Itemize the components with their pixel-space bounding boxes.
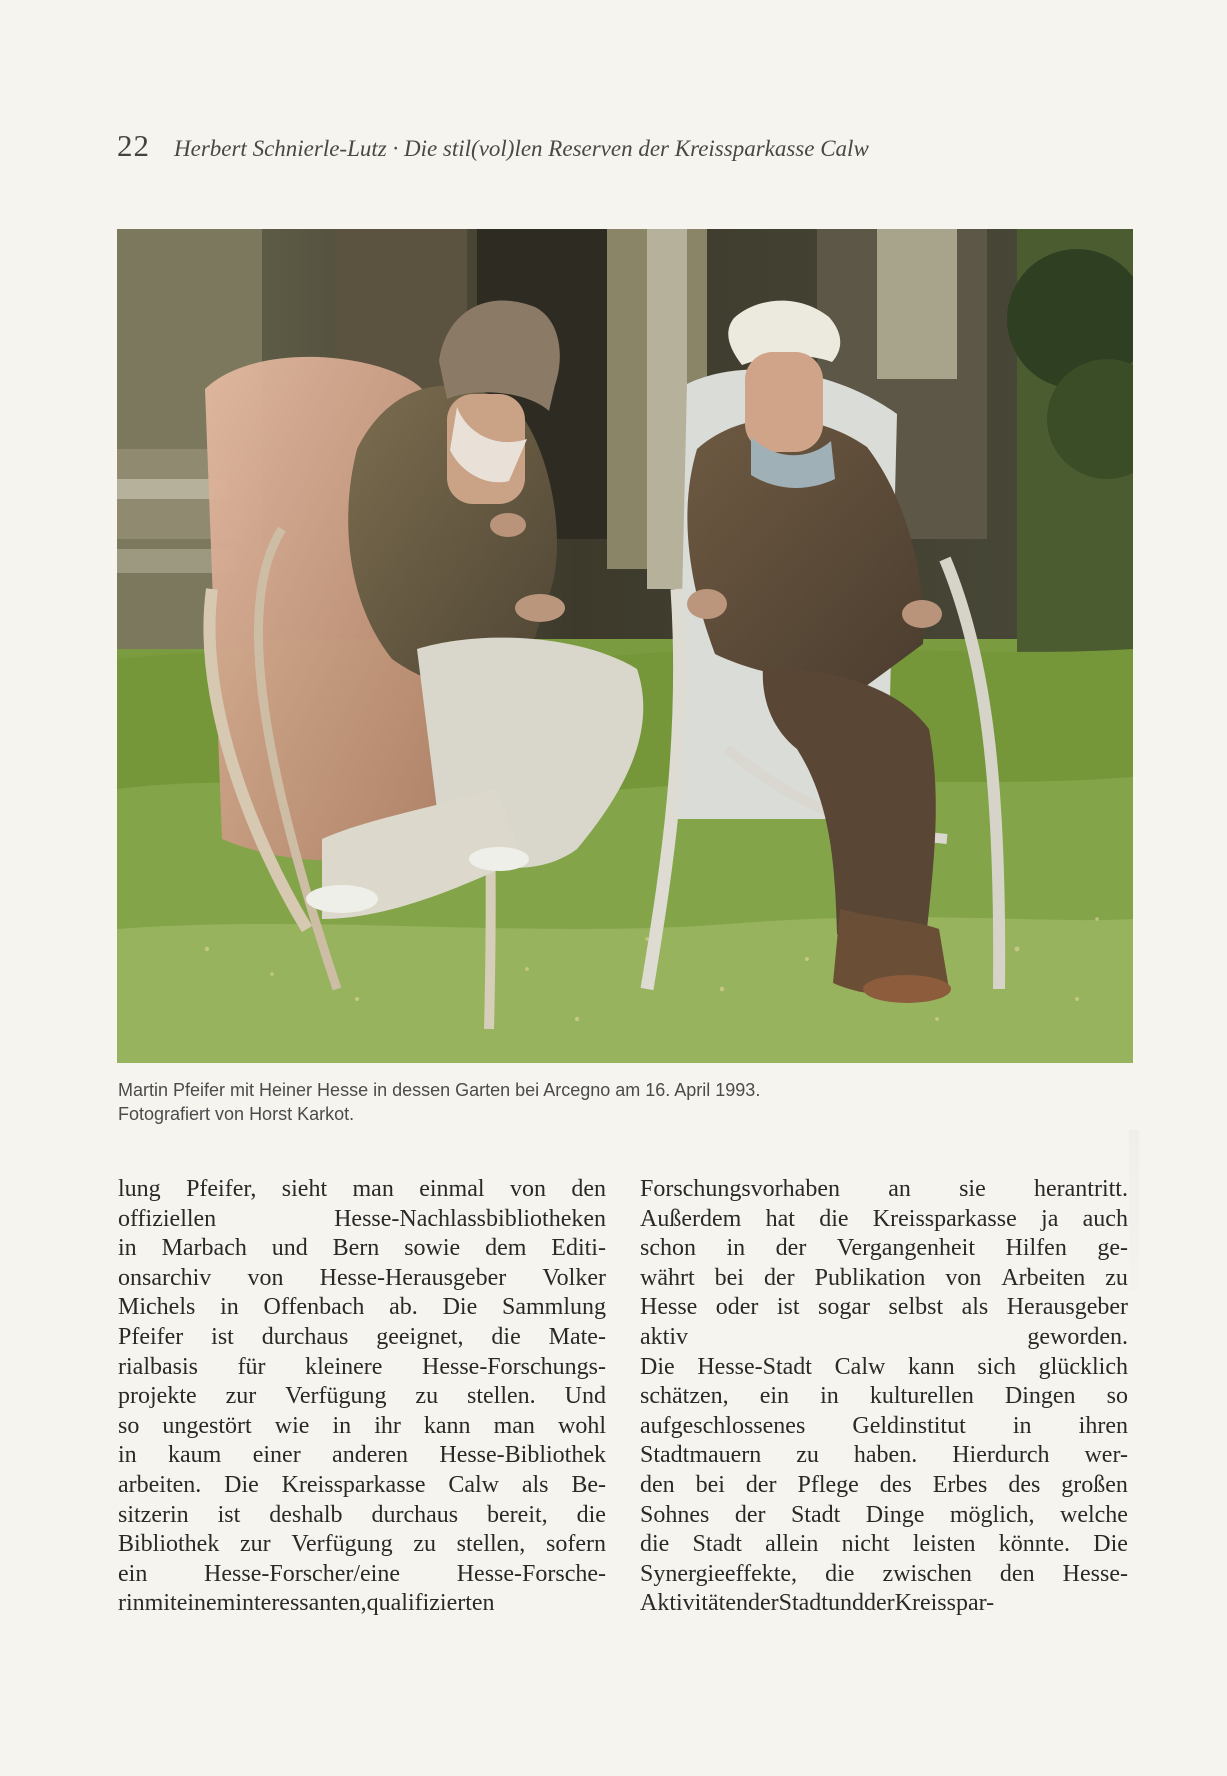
left-column-word: Bibliothek [118,1531,220,1558]
left-column-word: geeignet, [376,1323,464,1350]
left-column-word: Verfügung [291,1531,393,1558]
left-column-word: sitzerin [118,1501,189,1528]
left-column-word: Hesse-Herausgeber [319,1264,507,1291]
left-column-word: Bern [332,1235,380,1262]
right-column-line-14 [640,1560,1128,1590]
right-column-word: Hilfen [1005,1235,1067,1262]
left-column-word: dem [485,1235,527,1262]
right-column-word: Stadt [790,1501,841,1528]
right-column-word: glücklich [1038,1353,1128,1380]
right-column-word: leisten [912,1531,976,1558]
left-column-line-1 [118,1175,606,1205]
left-column-word: Michels [118,1294,196,1321]
left-column-word: wie [274,1412,310,1439]
right-column-word: aktiv [640,1323,688,1350]
left-column-word: stellen. [467,1383,536,1410]
right-column-word: schon [640,1235,696,1262]
left-column-word: Mate- [548,1323,606,1350]
right-column-word: zu [1105,1264,1128,1291]
scan-shadow [1129,1130,1139,1290]
left-column-line-2 [118,1205,606,1235]
left-column-word: Sammlung [501,1294,606,1321]
left-column-word: man [352,1176,394,1202]
left-column-word: ab. [389,1294,418,1321]
left-column-word: durchaus [371,1501,459,1528]
right-column-word: der [745,1471,777,1498]
right-column-word: Calw [834,1353,886,1380]
right-column-word: Hesse-Stadt [697,1353,812,1380]
left-column-word: offiziellen [118,1205,217,1232]
left-column-word: Hesse-Nachlassbibliotheken [334,1205,606,1232]
left-column-word: sieht [281,1176,328,1202]
left-column-word: Kreissparkasse [281,1471,426,1498]
right-column-word: der [863,1590,895,1617]
caption-line-1: Martin Pfeifer mit Heiner Hesse in dessen Garten bei Arcegno am 16. April 1993. [118,1080,761,1100]
right-column-word: die [819,1205,849,1232]
left-column-word: Editi- [551,1235,606,1262]
right-column-word: der [763,1264,795,1291]
left-column-word: die [491,1323,521,1350]
right-column-line-1 [640,1175,1128,1205]
photo-caption [118,1078,1098,1126]
right-column-word: in [1012,1412,1032,1439]
caption-line-2: Fotografiert von Horst Karkot. [118,1104,355,1124]
left-column-word: onsarchiv [118,1264,212,1291]
left-column-line-15 [118,1589,606,1619]
right-column-line-2 [640,1205,1128,1235]
left-column-word: einer [252,1442,301,1469]
left-column-word: bereit, [487,1501,548,1528]
right-column-word: könnte. [998,1531,1071,1558]
right-column-word: Sohnes [640,1501,710,1528]
right-column-word: Dingen [1004,1383,1076,1410]
left-column-line-6 [118,1323,606,1353]
right-column-word: währt [640,1264,695,1291]
right-column-word: Publikation [814,1264,926,1291]
left-column-word: man [493,1412,535,1439]
right-column-word: zwischen [882,1560,972,1587]
right-column-word: oder [715,1294,759,1321]
right-column-word: sie [959,1176,986,1202]
right-column-word: Dinge [865,1501,925,1528]
left-column-word: die [576,1501,606,1528]
left-column-word: stellen, [456,1531,526,1558]
left-column-line-8 [118,1382,606,1412]
right-column-word: von [945,1264,982,1291]
left-column-word: in [220,1294,239,1321]
left-column-word: sofern [545,1531,606,1558]
right-column-word: selbst [888,1294,944,1321]
right-column-word: in [726,1235,746,1262]
left-column-line-13 [118,1530,606,1560]
right-column-word: auch [1082,1205,1128,1232]
right-column-word: Hierdurch [952,1442,1050,1469]
right-column-word: großen [1061,1471,1128,1498]
right-column-word: herantritt. [1034,1176,1128,1202]
left-column-word: Marbach [161,1235,247,1262]
right-column-line-7 [640,1353,1128,1383]
left-column-word: Verfügung [285,1383,387,1410]
running-title: Herbert Schnierle-Lutz · Die stil(vol)len Reserven der Kreissparkasse Calw [174,136,869,161]
left-column-word: so [118,1412,140,1439]
left-column-word: Calw [448,1471,500,1498]
right-column-word: möglich, [949,1501,1035,1528]
right-column-word: hat [765,1205,795,1232]
left-column-word: Hesse-Forscher/eine [204,1560,400,1587]
right-column-word: haben. [853,1442,918,1469]
left-column-word: Und [564,1383,606,1410]
left-column-line-7 [118,1353,606,1383]
left-column-word: von [247,1264,284,1291]
right-column-word: und [827,1590,864,1617]
right-column-word: Kreissparkasse [872,1205,1017,1232]
left-column-line-5 [118,1293,606,1323]
right-column-word: ihren [1078,1412,1128,1439]
right-column-line-6 [640,1323,1128,1353]
right-column-line-9 [640,1412,1128,1442]
right-column-word: bei [695,1471,725,1498]
left-column-word: wohl [557,1412,606,1439]
right-column-line-5 [640,1293,1128,1323]
right-column-word: kulturellen [869,1383,974,1410]
left-column-word: Be- [571,1471,606,1498]
right-column-word: Stadtmauern [640,1442,762,1469]
right-column-line-15 [640,1589,1128,1619]
left-column-line-9 [118,1412,606,1442]
left-column-word: ist [217,1501,241,1528]
right-column [640,1175,1128,1655]
left-column-word: Volker [542,1264,606,1291]
right-column-word: Die [1093,1531,1128,1558]
left-column-word: ungestört [162,1412,252,1439]
left-column-word: lung [118,1176,161,1202]
left-column-word: als [521,1471,549,1498]
left-column-word: zu [415,1383,439,1410]
left-column-word: ist [211,1323,234,1350]
right-column-word: sich [977,1353,1016,1380]
garden-portrait-photo-icon [117,229,1133,1063]
left-column-word: einmal [419,1176,485,1202]
left-column-word: Pfeifer, [186,1176,257,1202]
right-column-line-12 [640,1501,1128,1531]
left-column-word: Die [224,1471,259,1498]
right-column-word: Forschungsvorhaben [640,1176,840,1202]
right-column-word: so [1106,1383,1128,1410]
right-column-word: Pflege [797,1471,859,1498]
right-column-word: nicht [841,1531,890,1558]
right-column-word: als [961,1294,989,1321]
left-column-word: interessanten, [235,1590,367,1617]
right-column-word: Geldinstitut [852,1412,966,1439]
left-column-word: Hesse-Forsche- [456,1560,606,1587]
right-column-word: geworden. [1027,1323,1128,1350]
right-column-word: die [640,1531,670,1558]
right-column-word: ja [1041,1205,1059,1232]
left-column-word: Die [442,1294,478,1321]
left-column [118,1175,606,1655]
right-column-word: ist [776,1294,800,1321]
left-column-word: kann [423,1412,471,1439]
right-column-word: Stadt [692,1531,742,1558]
left-column-word: rialbasis [118,1353,198,1380]
right-column-line-3 [640,1234,1128,1264]
left-column-word: Offenbach [263,1294,365,1321]
right-column-line-8 [640,1382,1128,1412]
right-column-word: sogar [818,1294,871,1321]
right-column-line-4 [640,1264,1128,1294]
right-column-word: an [888,1176,911,1202]
right-column-word: Synergieeffekte, [640,1560,798,1587]
left-column-word: zu [413,1531,436,1558]
left-column-word: zur [240,1531,271,1558]
page-number: 22 [117,128,150,163]
right-column-word: allein [765,1531,819,1558]
left-column-line-12 [118,1501,606,1531]
right-column-word: Arbeiten [1001,1264,1086,1291]
body-text [118,1175,1128,1655]
left-column-word: deshalb [269,1501,343,1528]
right-column-word: Die [640,1353,675,1380]
right-column-word: Stadt [778,1590,828,1617]
right-column-word: Vergangenheit [836,1235,976,1262]
right-column-word: ge- [1097,1235,1128,1262]
left-column-word: Pfeifer [118,1323,184,1350]
right-column-word: Aktivitäten [640,1590,748,1617]
left-column-word: mit [144,1590,177,1617]
right-column-word: zu [796,1442,819,1469]
right-column-word: Außerdem [640,1205,742,1232]
left-column-word: für [237,1353,266,1380]
left-column-word: in [118,1235,137,1262]
left-column-word: kleinere [305,1353,383,1380]
right-column-word: den [999,1560,1035,1587]
left-column-word: den [571,1176,606,1202]
right-column-word: welche [1060,1501,1128,1528]
left-column-word: einem [176,1590,236,1617]
left-column-word: qualifizierten [366,1590,495,1617]
right-column-word: Hesse [640,1294,698,1321]
left-column-line-3 [118,1234,606,1264]
left-column-line-10 [118,1441,606,1471]
left-column-word: kaum [168,1442,222,1469]
left-column-word: und [271,1235,308,1262]
left-column-word: Hesse-Forschungs- [422,1353,606,1380]
right-column-line-11 [640,1471,1128,1501]
right-column-word: kann [908,1353,955,1380]
left-column-word: ihr [374,1412,401,1439]
left-column-word: durchaus [261,1323,349,1350]
left-column-word: in [332,1412,352,1439]
left-column-word: arbeiten. [118,1471,202,1498]
right-column-word: Herausgeber [1006,1294,1128,1321]
page-header [117,128,1127,172]
left-column-word: Hesse-Bibliothek [439,1442,606,1469]
right-column-word: Erbes [932,1471,988,1498]
left-column-word: rin [118,1590,145,1617]
right-column-word: der [747,1590,779,1617]
left-column-line-14 [118,1560,606,1590]
right-column-word: Hesse- [1062,1560,1128,1587]
right-column-word: schätzen, [640,1383,729,1410]
garden-photo [117,229,1133,1063]
right-column-word: die [825,1560,855,1587]
right-column-line-13 [640,1530,1128,1560]
left-column-word: projekte [118,1383,197,1410]
right-column-line-10 [640,1441,1128,1471]
right-column-word: in [820,1383,839,1410]
left-column-word: von [509,1176,546,1202]
right-column-word: bei [714,1264,744,1291]
right-column-word: des [1008,1471,1041,1498]
right-column-word: den [640,1471,675,1498]
left-column-word: ein [118,1560,148,1587]
right-column-word: der [775,1235,807,1262]
left-column-word: zur [225,1383,257,1410]
right-column-word: aufgeschlossenes [640,1412,806,1439]
right-column-word: Kreisspar- [894,1590,995,1617]
right-column-word: ein [759,1383,790,1410]
left-column-word: in [118,1442,137,1469]
left-column-line-11 [118,1471,606,1501]
right-column-word: wer- [1084,1442,1128,1469]
left-column-line-4 [118,1264,606,1294]
left-column-word: anderen [332,1442,408,1469]
right-column-word: des [879,1471,912,1498]
left-column-word: sowie [404,1235,461,1262]
right-column-word: der [734,1501,766,1528]
